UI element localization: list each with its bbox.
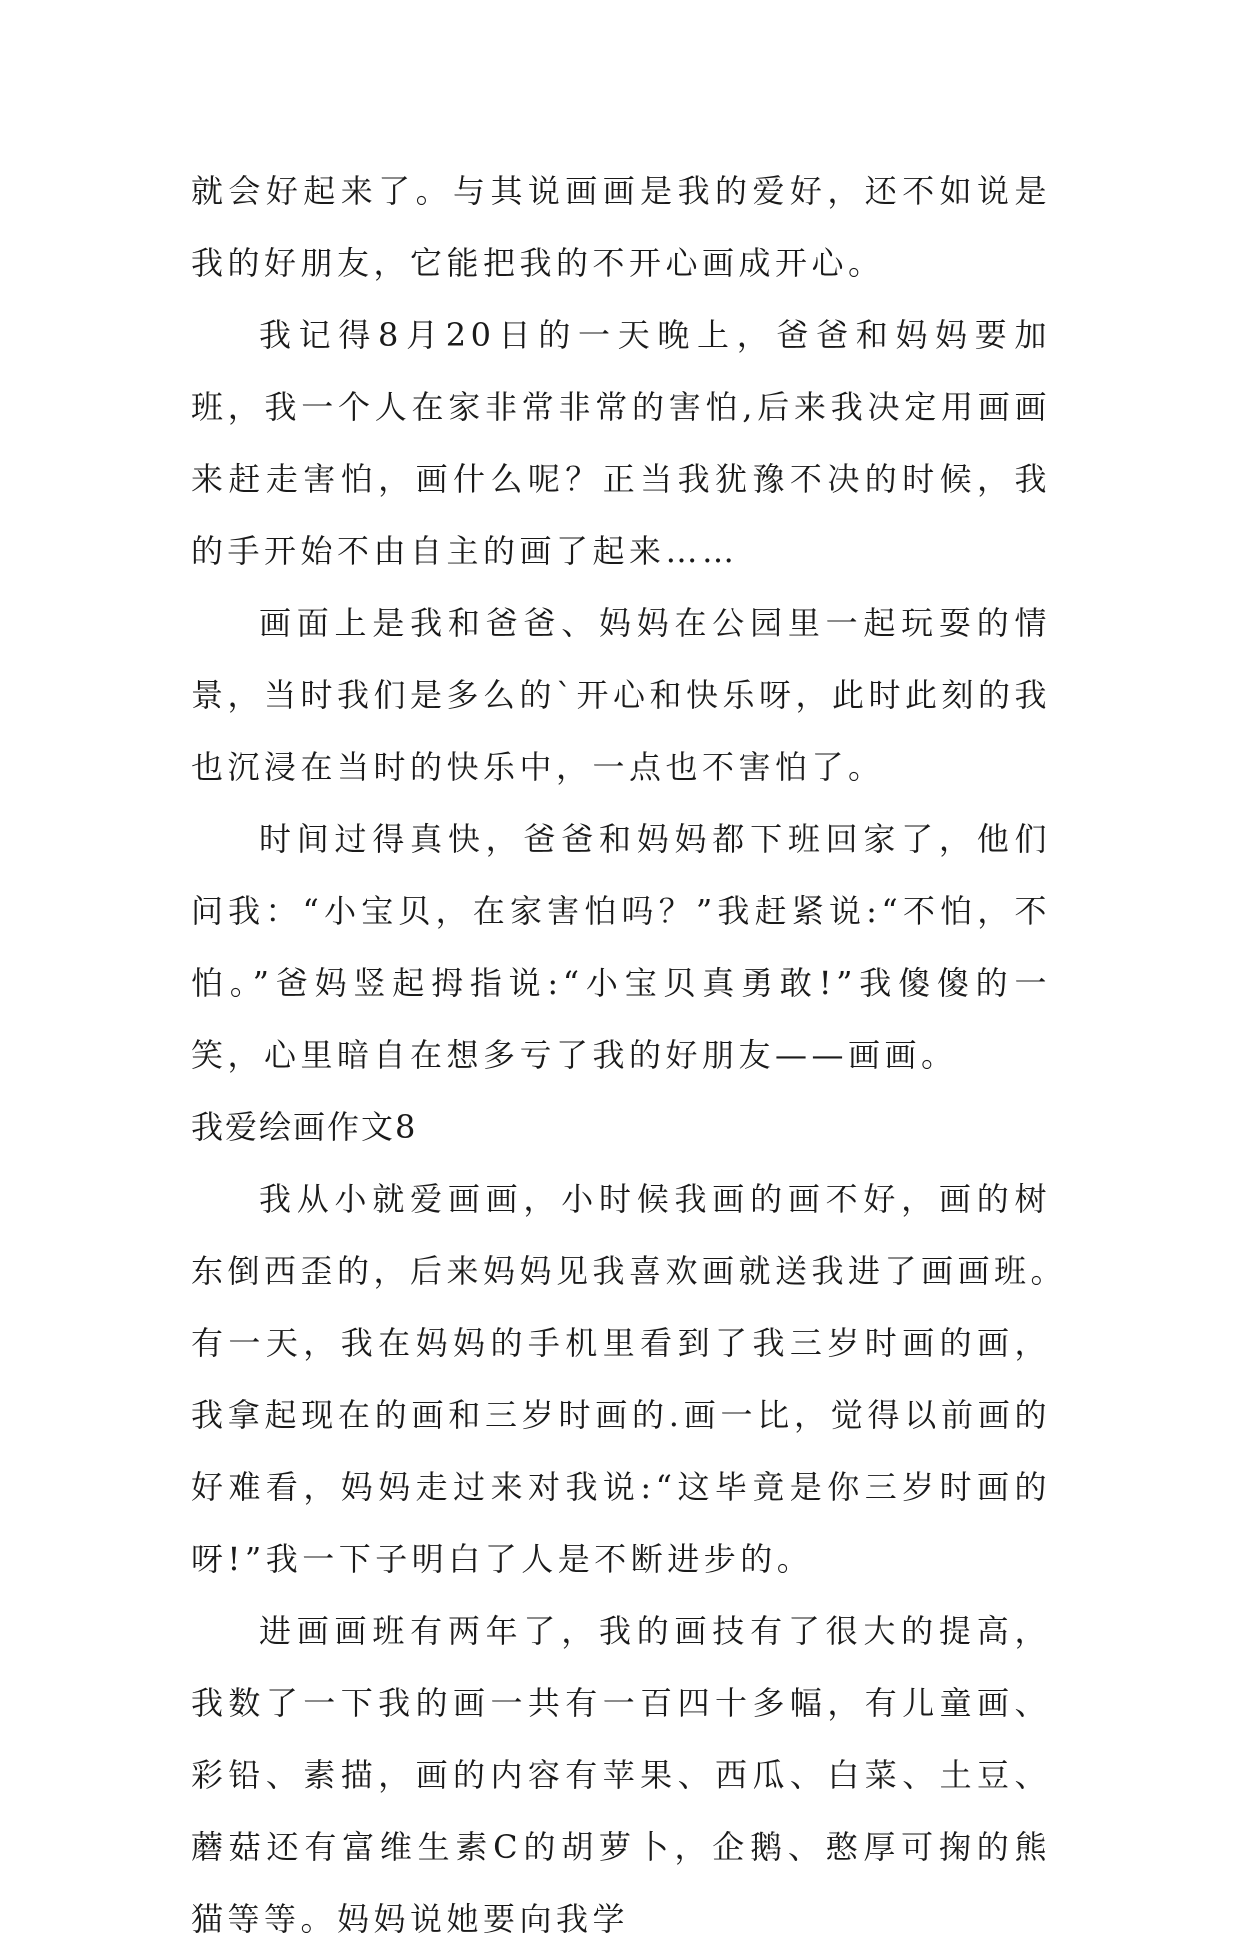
document-body	[191, 155, 1088, 1955]
paragraph-1: 就会好起来了。与其说画画是我的爱好，还不如说是我的好朋友，它能把我的不开心画成开心。	[191, 172, 1051, 282]
essay-heading: 我爱绘画作文8	[191, 1108, 418, 1146]
paragraph-3: 画面上是我和爸爸、妈妈在公园里一起玩耍的情景，当时我们是多么的`开心和快乐呀，此时此刻的我也沉浸在当时的快乐中，一点也不害怕了。	[191, 604, 1052, 786]
paragraph-5: 我从小就爱画画，小时候我画的画不好，画的树东倒西歪的，后来妈妈见我喜欢画就送我进了画画班。 有一天，我在妈妈的手机里看到了我三岁时画的画，我拿起现在的画和三岁时画的.画一比，觉得以前画的好难看，妈妈走过来对我说:“这毕竟是你三岁时画的呀!”我一下子明白了人是不断进步的。	[191, 1180, 1088, 1578]
paragraph-6: 进画画班有两年了，我的画技有了很大的提高，我数了一下我的画一共有一百四十多幅，有儿童画、彩铅、素描，画的内容有苹果、西瓜、白菜、土豆、蘑菇还有富维生素C的胡萝卜，企鹅、憨厚可掬的熊猫等等。妈妈说她要向我学	[191, 1612, 1051, 1938]
paragraph-2: 我记得8月20日的一天晚上，爸爸和妈妈要加班，我一个人在家非常非常的害怕,后来我决定用画画来赶走害怕，画什么呢？正当我犹豫不决的时候，我的手开始不由自主的画了起来……	[191, 316, 1051, 570]
paragraph-4: 时间过得真快，爸爸和妈妈都下班回家了，他们问我：“小宝贝，在家害怕吗？”我赶紧说:“不怕，不怕。”爸妈竖起拇指说:“小宝贝真勇敢!”我傻傻的一笑，心里暗自在想多亏了我的好朋友——画画。	[191, 820, 1051, 1074]
